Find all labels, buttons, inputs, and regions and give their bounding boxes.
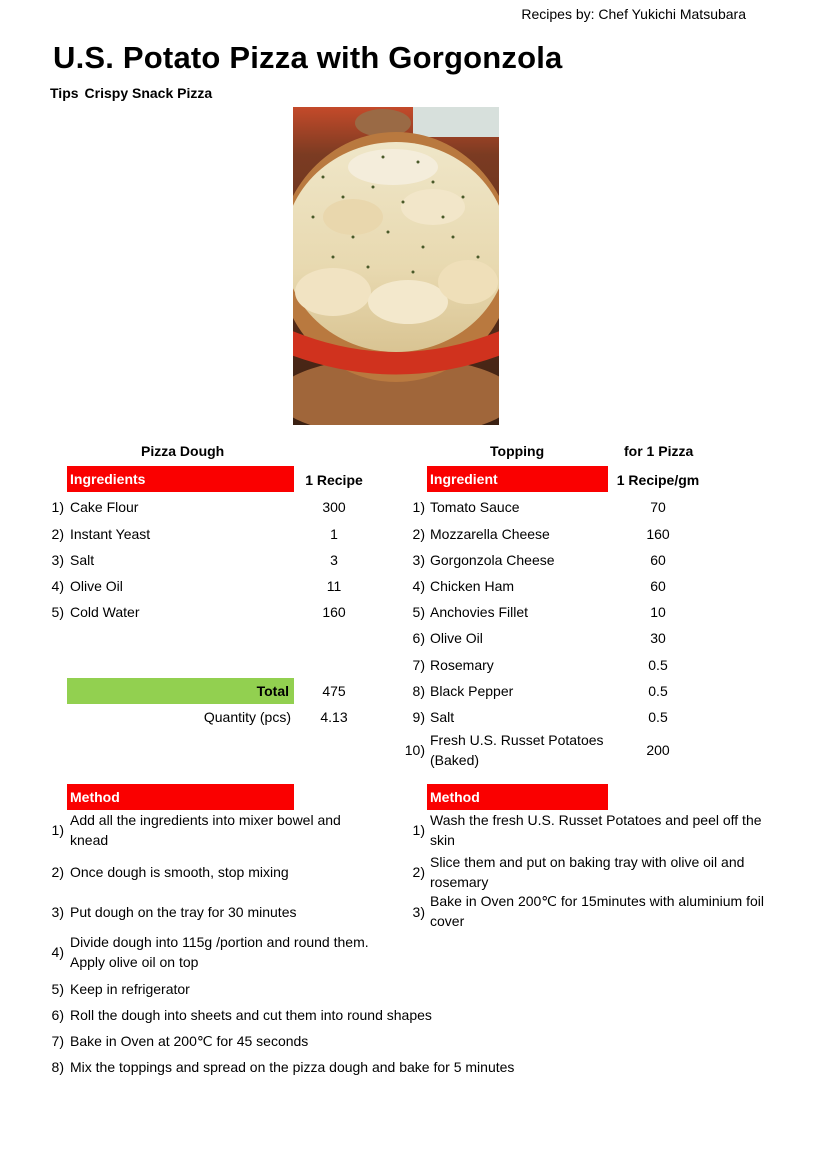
ingredient-name: Olive Oil [430, 630, 483, 646]
ingredient-name: Black Pepper [430, 683, 514, 699]
dough-quantity-value: 4.13 [320, 709, 348, 725]
author-credit: Recipes by: Chef Yukichi Matsubara [521, 6, 746, 22]
ingredient-name: Tomato Sauce [430, 499, 520, 515]
ingredient-number: 4) [51, 578, 64, 594]
method-step-number: 6) [51, 1007, 64, 1023]
ingredient-name: Olive Oil [70, 578, 123, 594]
ingredient-name: Anchovies Fillet [430, 604, 529, 620]
ingredient-amount: 0.5 [648, 657, 668, 673]
dough-total-value: 475 [322, 683, 346, 699]
ingredient-amount: 200 [646, 742, 670, 758]
method-step-text: Bake in Oven at 200℃ for 45 seconds [70, 1033, 309, 1049]
ingredient-number: 10) [404, 742, 425, 758]
method-step-number: 3) [51, 904, 64, 920]
method-step-number: 1) [51, 822, 64, 838]
ingredient-number: 3) [51, 552, 64, 568]
ingredient-number: 2) [51, 526, 64, 542]
ingredient-name: Salt [430, 709, 455, 725]
method-step-number: 2) [412, 864, 425, 880]
ingredient-name: Gorgonzola Cheese [430, 552, 555, 568]
ingredient-name: Mozzarella Cheese [430, 526, 550, 542]
method-step-number: 3) [412, 904, 425, 920]
method-step-number: 7) [51, 1033, 64, 1049]
ingredient-amount: 30 [650, 630, 666, 646]
ingredient-name: Chicken Ham [430, 578, 515, 594]
pizza-photo [293, 107, 499, 425]
dough-section-title: Pizza Dough [141, 443, 225, 459]
method-step-text: Wash the fresh U.S. Russet Potatoes and peel off the skin [430, 812, 762, 848]
ingredient-amount: 0.5 [648, 709, 668, 725]
ingredient-name: Fresh U.S. Russet Potatoes (Baked) [430, 732, 604, 768]
ingredient-number: 6) [412, 630, 425, 646]
ingredient-amount: 300 [322, 499, 346, 515]
method-step-number: 5) [51, 981, 64, 997]
ingredient-name: Cold Water [70, 604, 140, 620]
ingredient-number: 9) [412, 709, 425, 725]
ingredient-amount: 160 [322, 604, 346, 620]
ingredient-number: 4) [412, 578, 425, 594]
method-step-text: Put dough on the tray for 30 minutes [70, 904, 297, 920]
method-step-text: Once dough is smooth, stop mixing [70, 864, 289, 880]
ingredient-name: Cake Flour [70, 499, 139, 515]
method-step-text: Divide dough into 115g /portion and round them. Apply olive oil on top [70, 934, 369, 970]
method-step-text: Roll the dough into sheets and cut them into round shapes [70, 1007, 432, 1023]
method-step-text: Keep in refrigerator [70, 981, 190, 997]
ingredient-name: Salt [70, 552, 95, 568]
dough-amount-header: 1 Recipe [305, 472, 363, 488]
ingredient-amount: 3 [330, 552, 338, 568]
method-step-text: Slice them and put on baking tray with olive oil and rosemary [430, 854, 745, 890]
method-step-number: 1) [412, 822, 425, 838]
method-step-text: Add all the ingredients into mixer bowel and knead [70, 812, 341, 848]
ingredient-amount: 60 [650, 578, 666, 594]
topping-amount-header: 1 Recipe/gm [616, 472, 700, 488]
tips-label: Tips [50, 85, 79, 101]
ingredient-name: Rosemary [430, 657, 494, 673]
ingredient-amount: 160 [646, 526, 670, 542]
ingredient-amount: 70 [650, 499, 666, 515]
method-step-number: 4) [51, 944, 64, 960]
ingredient-number: 5) [51, 604, 64, 620]
ingredient-amount: 0.5 [648, 683, 668, 699]
method-step-number: 2) [51, 864, 64, 880]
recipe-title: U.S. Potato Pizza with Gorgonzola [53, 40, 563, 75]
ingredient-number: 1) [412, 499, 425, 515]
ingredient-amount: 60 [650, 552, 666, 568]
topping-ingredient-header: Ingredient [427, 466, 608, 492]
ingredient-amount: 11 [326, 578, 342, 594]
pizza-name: Crispy Snack Pizza [84, 85, 213, 101]
dough-quantity-label: Quantity (pcs) [203, 709, 291, 725]
topping-section-title: Topping [490, 443, 545, 459]
dough-total-label: Total [67, 678, 294, 704]
ingredient-amount: 10 [650, 604, 666, 620]
ingredient-name: Instant Yeast [70, 526, 151, 542]
method-step-text: Mix the toppings and spread on the pizza dough and bake for 5 minutes [70, 1059, 515, 1075]
ingredient-number: 5) [412, 604, 425, 620]
topping-method-header: Method [427, 784, 608, 810]
ingredient-number: 7) [412, 657, 425, 673]
topping-section-note: for 1 Pizza [624, 443, 694, 459]
ingredient-number: 1) [51, 499, 64, 515]
ingredient-number: 3) [412, 552, 425, 568]
ingredient-amount: 1 [330, 526, 338, 542]
method-step-text: Bake in Oven 200℃ for 15minutes with aluminium foil cover [430, 893, 764, 929]
ingredient-number: 2) [412, 526, 425, 542]
dough-ingredients-header: Ingredients [67, 466, 294, 492]
dough-method-header: Method [67, 784, 294, 810]
method-step-number: 8) [51, 1059, 64, 1075]
recipe-subtitle [50, 85, 212, 101]
ingredient-number: 8) [412, 683, 425, 699]
